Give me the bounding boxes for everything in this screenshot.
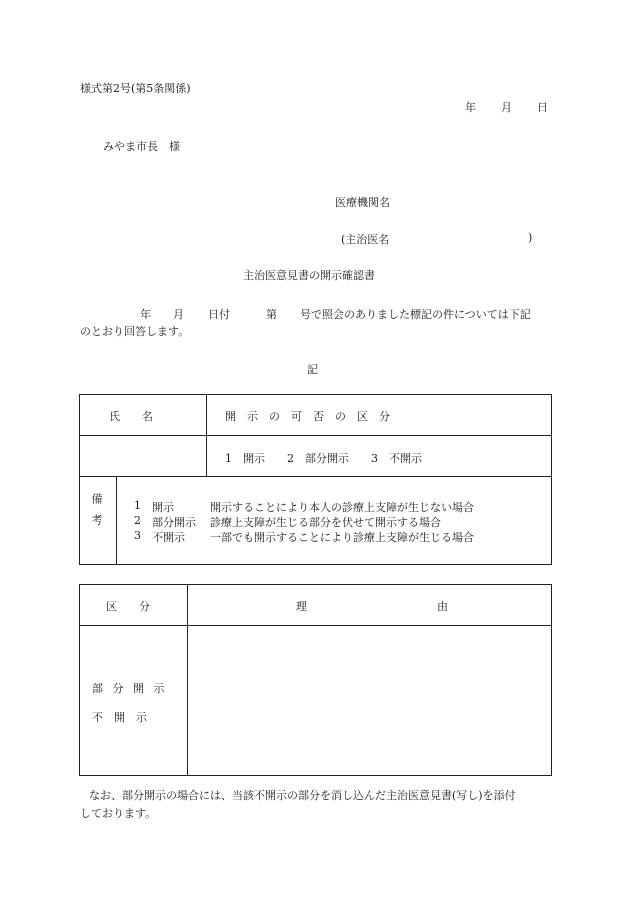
- t2-right-border: [551, 584, 552, 776]
- addressee: みやま市長 様: [103, 140, 180, 153]
- body-day: 日付: [208, 308, 230, 321]
- category-field[interactable]: [82, 628, 184, 772]
- remark-3-term: 不開示: [152, 531, 185, 544]
- form-label: 様式第2号(第5条関係): [80, 82, 191, 95]
- remark-1-desc: 開示することにより本人の診療上支障が生じない場合: [210, 501, 474, 514]
- name-header: 氏 名: [109, 410, 153, 423]
- t1-row1-border: [79, 435, 552, 436]
- category-partial: 部 分 開 示: [92, 682, 165, 695]
- ki-label: 記: [307, 363, 318, 376]
- document-title: 主治医意見書の開示確認書: [243, 269, 375, 282]
- body-month: 月: [173, 308, 184, 321]
- body-no: 第: [266, 308, 277, 321]
- category-none: 不 開 示: [92, 711, 147, 724]
- body-year: 年: [140, 308, 151, 321]
- footer-line1: なお、部分開示の場合には、当該不開示の部分を消し込んだ主治医意見書(写し)を添付: [89, 789, 516, 802]
- date-month-label: 月: [501, 101, 512, 114]
- remark-3-desc: 一部でも開示することにより診療上支障が生じる場合: [210, 531, 474, 544]
- doctor-close-paren: ): [528, 231, 533, 244]
- t1-row2-border: [79, 476, 552, 477]
- remark-2-desc: 診療上支障が生じる部分を伏せて開示する場合: [210, 516, 441, 529]
- remark-2-num: 2: [134, 514, 141, 527]
- remark-1-num: 1: [134, 499, 141, 512]
- reason-header-1: 理: [296, 600, 307, 613]
- category-header: 区 分: [106, 600, 150, 613]
- t1-bottom-border: [79, 564, 552, 565]
- disclosure-options: 1 開示 2 部分開示 3 不開示: [225, 452, 422, 465]
- t1-col-divider: [206, 394, 207, 477]
- reason-header-2: 由: [437, 600, 448, 613]
- disclosure-header: 開 示 の 可 否 の 区 分: [225, 410, 390, 423]
- remark-3-num: 3: [134, 529, 141, 542]
- remark-2-term: 部分開示: [152, 516, 196, 529]
- date-year-label: 年: [465, 101, 476, 114]
- t2-left-border: [79, 584, 80, 776]
- body-line2: のとおり回答します。: [80, 325, 190, 338]
- t2-top-border: [79, 584, 552, 585]
- t2-bottom-border: [79, 775, 552, 776]
- institution-label: 医療機関名: [335, 196, 390, 209]
- doctor-name-field[interactable]: [398, 231, 524, 245]
- remark-1-term: 開示: [152, 501, 174, 514]
- t2-header-border: [79, 625, 552, 626]
- t1-right-border: [551, 394, 552, 565]
- date-day-label: 日: [537, 101, 548, 114]
- reason-field[interactable]: [190, 628, 548, 772]
- t1-left-border: [79, 394, 80, 565]
- institution-field[interactable]: [400, 194, 550, 208]
- remarks-label: 備考: [90, 493, 103, 535]
- t1-top-border: [79, 394, 552, 395]
- footer-line2: しております。: [80, 807, 157, 820]
- t2-col-divider: [187, 584, 188, 776]
- doctor-label: (主治医名: [341, 233, 390, 246]
- body-rest: 号で照会のありました標記の件については下記: [300, 308, 531, 321]
- t1-remarks-divider: [116, 476, 117, 565]
- name-field[interactable]: [80, 437, 204, 474]
